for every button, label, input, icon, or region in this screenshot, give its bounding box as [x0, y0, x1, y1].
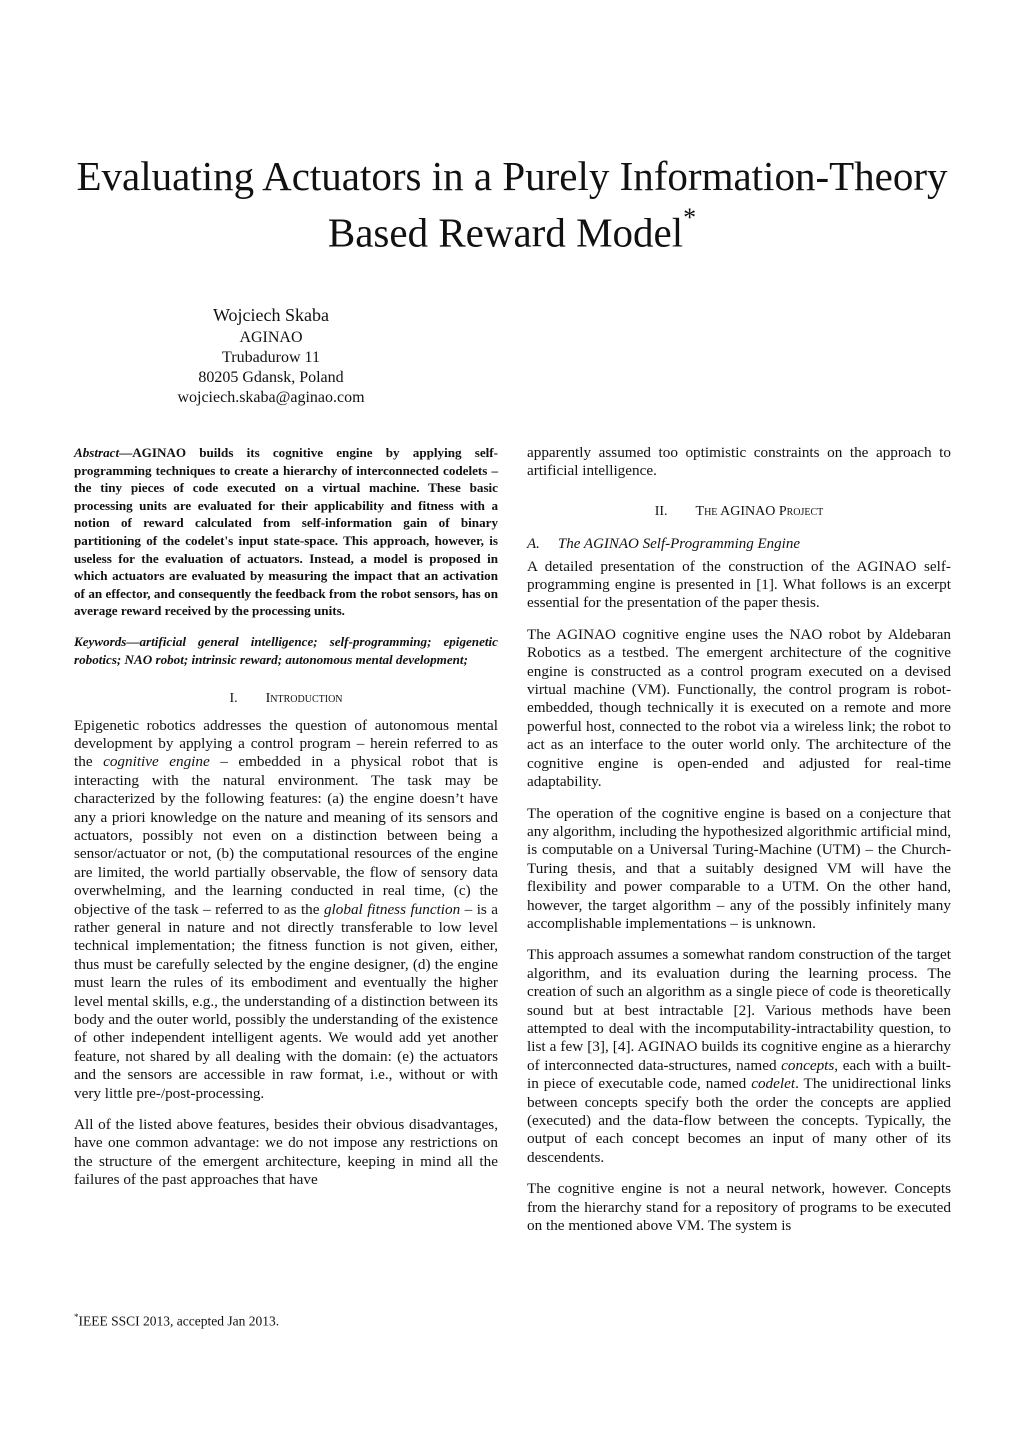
intro-paragraph-1 — [74, 717, 498, 1104]
paper-title — [40, 152, 984, 257]
subsection-title: The AGINAO Self-Programming Engine — [557, 536, 800, 553]
text-run: – is a rather general in nature and not directly transferable to low level technical implementation; the fitness function is not given, either, thus must be carefully selected by the engine designer, (d) the engine must learn the rules of its embodiment and eventually the higher level mental skills, e.g., the understanding of a distinction between its body and the outer world, possibly the understanding of the existence of other independent intelligent agents. We would add yet another feature, not shared by all dealing with the domain: (e) the actuators and the sensors are accessible in raw format, i.e., without or with very little pre-/post-processing. — [74, 900, 498, 1102]
body-paragraph-1: A detailed presentation of the construction of the AGINAO self-programming engine is presented in [1]. What follows is an excerpt essential for the presentation of the paper thesis. — [527, 557, 951, 612]
subsection-heading — [527, 535, 951, 553]
author-block — [100, 302, 442, 408]
section-number: I. — [229, 691, 238, 707]
subsection-number: A. — [527, 536, 540, 553]
author-email: wojciech.skaba@aginao.com — [177, 389, 365, 406]
title-line-1: Evaluating Actuators in a Purely Information-Theory — [76, 153, 948, 199]
footnote-mark: * — [74, 1312, 79, 1322]
body-paragraph-2: The AGINAO cognitive engine uses the NAO robot by Aldebaran Robotics as a testbed. The emergent architecture of the cognitive engine is constructed as a control program executed on a devised virtual machine (VM). Functionally, the control program is robot-embedded, though technically it is executed on a remote and more powerful host, connected to the robot via a wireless link; the robot to act as an interface to the outer world only. The architecture of the cognitive engine is open-ended and adjusted for real-time adaptability. — [527, 625, 951, 791]
emphasis: codelet — [751, 1075, 796, 1093]
body-paragraph-3: The operation of the cognitive engine is based on a conjecture that any algorithm, including the hypothesized algorithmic artificial mind, is computable on a Universal Turing-Machine (UTM) – the Church-Turing thesis, and that a suitably designed VM will have the flexibility and power comparable to a UTM. On the other hand, however, the target algorithm – any of the possibly infinitely many accomplishable implementations – is unknown. — [527, 804, 951, 932]
abstract — [74, 444, 498, 620]
body-paragraph-4 — [527, 946, 951, 1167]
author-street: Trubadurow 11 — [222, 349, 320, 366]
keywords — [74, 633, 498, 668]
text-run: . The unidirectional links between concepts specify both the order the concepts are applied (executed) and the data-flow between the concepts. Typically, the output of each concept becomes an input of many other of its descendents. — [527, 1075, 951, 1166]
right-column — [527, 444, 951, 1248]
left-column — [74, 444, 498, 1203]
section-title: The AGINAO Project — [695, 503, 824, 519]
text-run: – embedded in a physical robot that is interacting with the natural environment. The task may be characterized by the following features: (a) the engine doesn’t have any a priori knowledge on the nature and meaning of its sensors and actuators, possibly not even on a distinction between being a sensor/actuator or not, (b) the computational resources of the engine are limited, the world partially observable, the flow of sensory data overwhelming, and the learning conducted in real time, (c) the objective of the task – referred to as the — [74, 753, 498, 918]
section-title: Introduction — [265, 691, 343, 707]
author-org: AGINAO — [239, 329, 303, 346]
keywords-text: —artificial general intelligence; self-programming; epigenetic robotics; NAO robot; intrinsic reward; autonomous mental development; — [74, 633, 498, 667]
emphasis: concepts — [781, 1056, 835, 1074]
author-name: Wojciech Skaba — [212, 305, 329, 325]
text-run: Epigenetic robotics addresses the question of autonomous mental development by applying a control program – herein referred to as the — [74, 716, 498, 771]
title-line-2: Based Reward Model — [327, 209, 684, 256]
title-footnote-mark: * — [683, 203, 697, 232]
emphasis: cognitive engine — [103, 753, 210, 771]
continuation-paragraph: apparently assumed too optimistic constraints on the approach to artificial intelligence. — [527, 444, 951, 480]
author-city: 80205 Gdansk, Poland — [198, 369, 344, 386]
text-run: This approach assumes a somewhat random construction of the target algorithm, and its evaluation during the learning process. The creation of such an algorithm as a single piece of code is theoretically sound but at best intractable [2]. Various methods have been attempted to deal with the incomputability-intractability question, to list a few [3], [4]. AGINAO builds its cognitive engine as a hierarchy of interconnected data-structures, named — [527, 946, 951, 1074]
intro-paragraph-2: All of the listed above features, besides their obvious disadvantages, have one common advantage: we do not impose any restrictions on the structure of the emergent architecture, keeping in mind all the failures of the past approaches that have — [74, 1116, 498, 1189]
abstract-lead: Abstract — [74, 445, 120, 460]
abstract-text: —AGINAO builds its cognitive engine by applying self-programming techniques to create a hierarchy of interconnected codelets – the tiny pieces of code executed on a virtual machine. These basic processing units are evaluated for their applicability and fitness with a notion of reward calculated from self-information gain of binary partitioning of the codelet's input state-space. This approach, however, is useless for the evaluation of actuators. Instead, a model is proposed in which actuators are evaluated by measuring the impact that an activation of an effector, and consequently the feedback from the robot sensors, has on average reward received by the processing units. — [74, 445, 498, 619]
section-number: II. — [654, 503, 668, 519]
section-heading-aginao-project — [527, 503, 951, 521]
keywords-lead: Keywords — [74, 633, 127, 649]
emphasis: global fitness function — [323, 900, 461, 918]
body-paragraph-5: The cognitive engine is not a neural network, however. Concepts from the hierarchy stand for a repository of programs to be executed on the mentioned above VM. The system is — [527, 1180, 951, 1235]
footnote — [74, 1312, 279, 1330]
text-run: , each with a built-in piece of executable code, named — [527, 1056, 951, 1093]
footnote-text: IEEE SSCI 2013, accepted Jan 2013. — [78, 1313, 280, 1329]
section-heading-introduction — [74, 690, 498, 708]
